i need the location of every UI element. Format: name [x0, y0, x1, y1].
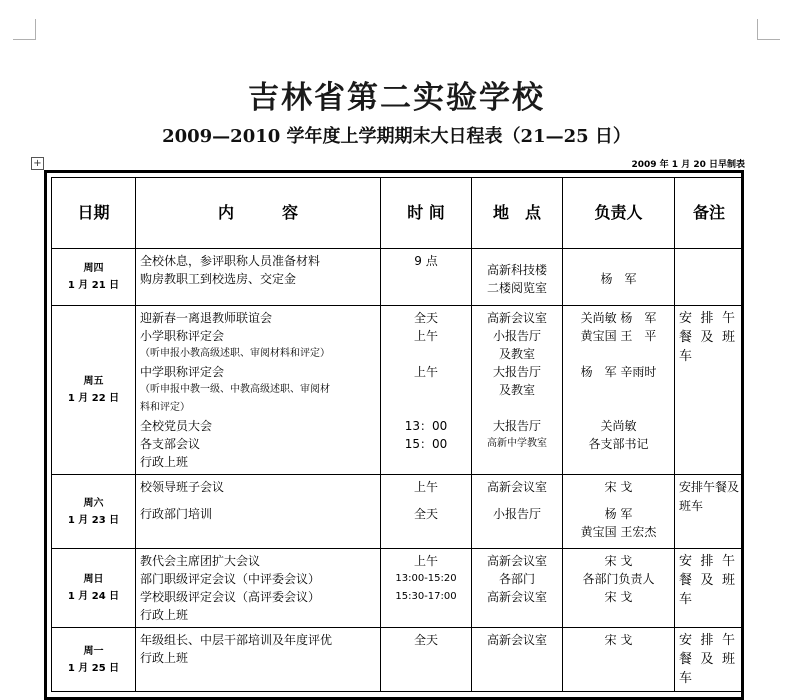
- remark-cell: 安排午餐及班车: [675, 549, 744, 628]
- table-row: [52, 306, 744, 475]
- content-line: 部门职级评定会议（中评委会议）: [140, 572, 321, 586]
- weekday: 周六: [83, 497, 104, 509]
- schedule-table-frame: [44, 170, 744, 700]
- date: 1 月 21 日: [67, 280, 120, 291]
- date-cell: [52, 249, 136, 306]
- weekday: 周日: [83, 574, 104, 585]
- date: 1 月 24 日: [67, 591, 120, 602]
- content-line: 年级组长、中层干部培训及年度评优: [140, 633, 333, 647]
- content-line: 行政部门培训: [140, 507, 213, 521]
- weekday: 周一: [83, 645, 104, 657]
- content-line: 小学职称评定会: [140, 329, 225, 343]
- owner-line: 黄宝国 王 平: [580, 329, 657, 343]
- header-date: 日期: [52, 178, 136, 249]
- time-line: 9 点: [414, 254, 438, 268]
- owner-line: 关尚敏 杨 军: [580, 311, 657, 325]
- place-line: 高新会议室: [486, 311, 547, 325]
- weekday: 周四: [83, 263, 104, 274]
- content-cell: [136, 306, 381, 475]
- owner-line: 宋 戈: [604, 633, 633, 647]
- date-cell: [52, 306, 136, 475]
- content-line: 全校休息，参评职称人员准备材料: [140, 254, 321, 268]
- content-line: 中学职称评定会: [140, 365, 225, 379]
- place-line: 大报告厅: [492, 365, 541, 379]
- owner-line: 关尚敏: [600, 419, 637, 433]
- content-cell: [136, 249, 381, 306]
- owner-line: 杨 军: [600, 272, 637, 286]
- content-cell: [136, 628, 381, 692]
- date: 1 月 23 日: [67, 514, 120, 526]
- content-cell: [136, 549, 381, 628]
- time-line: 15：00: [404, 437, 448, 451]
- place-line: 高新会议室: [486, 554, 547, 568]
- place-line: 小报告厅: [492, 507, 541, 521]
- time-line: 15:30-17:00: [395, 591, 457, 602]
- place-cell: [472, 475, 563, 549]
- time-line: 上午: [413, 329, 438, 343]
- time-line: 全天: [413, 633, 438, 647]
- remark-cell: 安排午餐及班车: [675, 306, 744, 475]
- owner-cell: [563, 306, 675, 475]
- remark-cell: 安排午餐及班车: [675, 628, 744, 692]
- time-line: 全天: [413, 507, 438, 521]
- content-line: 校领导班子会议: [140, 480, 225, 494]
- time-line: 13:00-15:20: [395, 573, 457, 584]
- place-cell: [472, 628, 563, 692]
- owner-line: 各支部书记: [588, 437, 649, 451]
- date-note: 2009 年 1 月 20 日早制表: [631, 160, 745, 170]
- place-line: 高新会议室: [486, 633, 547, 647]
- place-line: 二楼阅览室: [486, 281, 547, 295]
- document-subtitle: 2009—2010 学年度上学期期末大日程表（21—25 日）: [162, 126, 631, 147]
- owner-cell: [563, 628, 675, 692]
- content-cell: [136, 475, 381, 549]
- time-cell: [381, 549, 472, 628]
- time-line: 上午: [413, 554, 438, 568]
- move-handle-icon[interactable]: +: [31, 157, 44, 170]
- page-corner-mark-right: [757, 19, 780, 40]
- owner-line: 杨 军: [604, 507, 633, 521]
- content-line: 学校职级评定会议（高评委会议）: [140, 590, 321, 604]
- schedule-table: [51, 177, 744, 692]
- content-line: 购房教职工到校选房、交定金: [140, 272, 297, 286]
- date: 1 月 22 日: [67, 393, 120, 404]
- place-line: 高新科技楼: [486, 263, 547, 277]
- place-line: 高新会议室: [486, 480, 547, 494]
- date-cell: [52, 549, 136, 628]
- owner-line: 宋 戈: [604, 554, 633, 568]
- header-content: 内 容: [136, 178, 381, 249]
- time-line: 上午: [413, 480, 438, 494]
- header-owner: 负责人: [563, 178, 675, 249]
- place-cell: [472, 306, 563, 475]
- time-cell: [381, 475, 472, 549]
- remark-cell: [675, 249, 744, 306]
- content-line: 迎新春一离退教师联谊会: [140, 311, 273, 325]
- place-line: 高新会议室: [486, 590, 547, 604]
- owner-line: 杨 军 辛雨时: [580, 365, 657, 379]
- owner-line: 宋 戈: [604, 480, 633, 494]
- content-line: （听申报小教高级述职、审阅材料和评定）: [140, 348, 330, 359]
- place-line: 大报告厅: [492, 419, 541, 433]
- page-corner-mark-left: [13, 19, 36, 40]
- place-line: 及教室: [498, 383, 535, 397]
- place-cell: [472, 549, 563, 628]
- time-cell: [381, 249, 472, 306]
- time-line: 13：00: [404, 419, 448, 433]
- time-line: 上午: [413, 365, 438, 379]
- owner-cell: [563, 249, 675, 306]
- remark-cell: 安排午餐及班车: [675, 475, 744, 549]
- place-line: 各部门: [498, 572, 535, 586]
- place-line: 高新中学教室: [487, 438, 547, 449]
- content-line: 行政上班: [140, 608, 189, 622]
- owner-line: 黄宝国 王宏杰: [580, 525, 657, 539]
- date-cell: [52, 475, 136, 549]
- date: 1 月 25 日: [67, 662, 120, 674]
- time-line: 全天: [413, 311, 438, 325]
- header-place: 地 点: [472, 178, 563, 249]
- place-line: 小报告厅: [492, 329, 541, 343]
- place-line: 及教室: [498, 347, 535, 361]
- place-cell: [472, 249, 563, 306]
- table-row: [52, 249, 744, 306]
- header-remark: 备注: [675, 178, 744, 249]
- document-title: 吉林省第二实验学校: [248, 80, 545, 116]
- weekday: 周五: [83, 376, 104, 387]
- table-row: [52, 549, 744, 628]
- content-line: 教代会主席团扩大会议: [140, 554, 261, 568]
- content-line: 行政上班: [140, 651, 189, 665]
- table-header-row: [52, 178, 744, 249]
- owner-line: 宋 戈: [604, 590, 633, 604]
- content-line: 料和评定）: [140, 402, 190, 413]
- time-cell: [381, 628, 472, 692]
- header-time: 时 间: [381, 178, 472, 249]
- content-line: 全校党员大会: [140, 419, 213, 433]
- content-line: （听申报中教一级、中教高级述职、审阅材: [140, 384, 330, 395]
- owner-cell: [563, 549, 675, 628]
- content-line: 行政上班: [140, 455, 189, 469]
- time-cell: [381, 306, 472, 475]
- date-cell: [52, 628, 136, 692]
- table-row: [52, 475, 744, 549]
- table-row: [52, 628, 744, 692]
- content-line: 各支部会议: [140, 437, 201, 451]
- owner-line: 各部门负责人: [582, 572, 655, 586]
- owner-cell: [563, 475, 675, 549]
